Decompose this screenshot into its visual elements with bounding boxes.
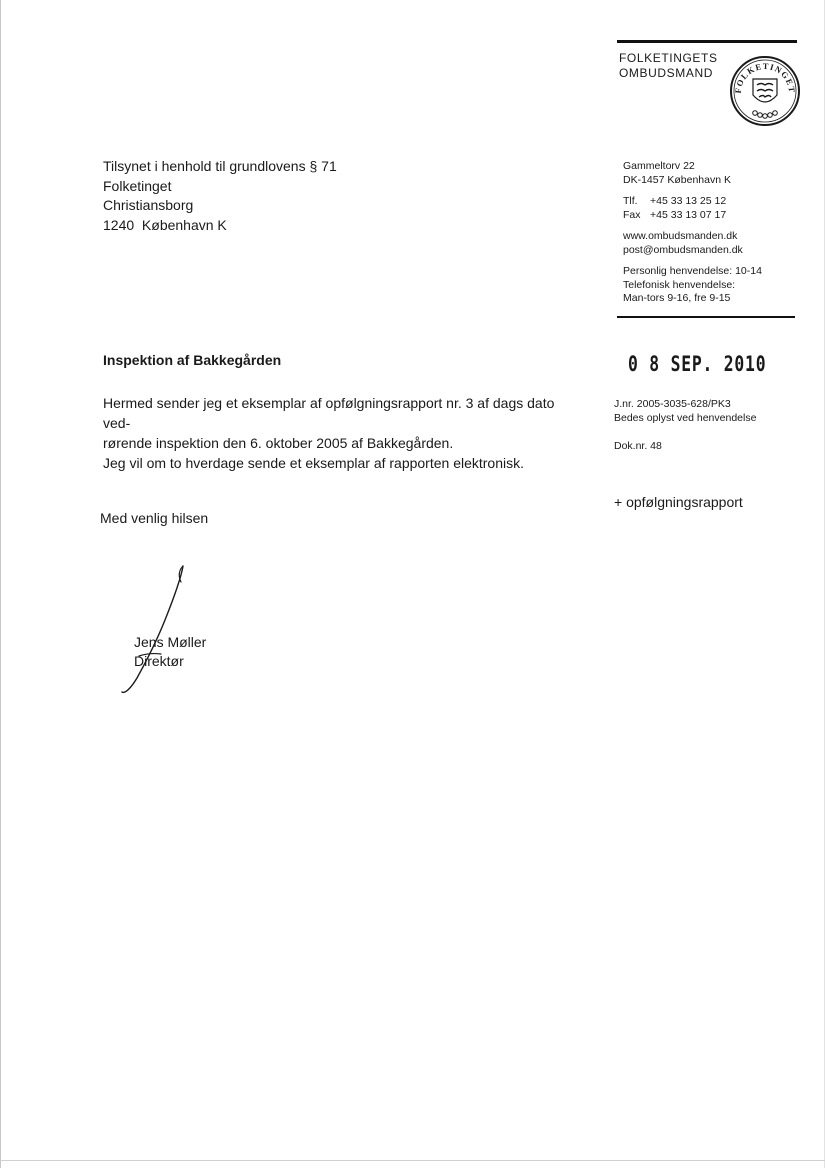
phone-number: +45 33 13 25 12 — [650, 195, 727, 207]
sender-fax-row — [623, 209, 762, 223]
page-left-edge — [0, 0, 1, 1168]
recipient-line1: Tilsynet i henhold til grundlovens § 71 — [103, 158, 337, 174]
signer-name: Jens Møller — [134, 634, 207, 650]
body-paragraph-2: Jeg vil om to hverdage sende et eksemplar af rapporten elektronisk. — [103, 455, 525, 471]
hours-personal: Personlig henvendelse: 10-14 — [623, 265, 762, 277]
document-number: Dok.nr. 48 — [614, 440, 662, 452]
date-stamp: 0 8 SEP. 2010 — [628, 352, 767, 376]
recipient-line3: Christiansborg — [103, 197, 194, 213]
reference-note: Bedes oplyst ved henvendelse — [614, 411, 757, 424]
signer-block — [134, 633, 206, 671]
fax-label: Fax — [623, 208, 641, 221]
recipient-line2: Folketinget — [103, 177, 172, 194]
contact-divider-rule — [617, 316, 795, 318]
recipient-address — [103, 157, 337, 235]
hours-phone: Man-tors 9-16, fre 9-15 — [623, 292, 731, 304]
letter-subject: Inspektion af Bakkegården — [103, 352, 282, 368]
sender-street: Gammeltorv 22 — [623, 160, 695, 172]
sender-phone-row — [623, 195, 762, 209]
paragraph1-line1: Hermed sender jeg et eksemplar af opfølgningsrapport nr. 3 af dags dato ved- — [103, 395, 555, 431]
sender-email: post@ombudsmanden.dk — [623, 243, 743, 256]
recipient-line4: 1240 København K — [103, 216, 227, 233]
paragraph1-line2: rørende inspektion den 6. oktober 2005 af Bakkegården. — [103, 435, 454, 451]
closing-greeting: Med venlig hilsen — [100, 510, 209, 526]
letterhead-org-name — [619, 51, 718, 81]
sender-postal: DK-1457 København K — [623, 173, 731, 186]
page-bottom-rule — [0, 1160, 825, 1161]
sender-website: www.ombudsmanden.dk — [623, 230, 738, 242]
svg-text:FOLKETINGET: FOLKETINGET — [732, 60, 798, 94]
folketinget-seal-icon — [729, 55, 801, 127]
handwritten-signature — [115, 560, 205, 700]
reference-block — [614, 398, 756, 425]
org-name-line2: OMBUDSMAND — [619, 66, 714, 80]
signer-title: Direktør — [134, 653, 184, 669]
sender-contact-block — [623, 160, 762, 306]
fax-number: +45 33 13 07 17 — [650, 208, 727, 221]
journal-number: J.nr. 2005-3035-628/PK3 — [614, 398, 731, 410]
org-name-line1: FOLKETINGETS — [619, 51, 718, 65]
phone-label: Tlf. — [623, 195, 638, 207]
letterhead-top-rule — [617, 40, 797, 43]
enclosure-note: + opfølgningsrapport — [614, 494, 743, 510]
body-paragraph-1 — [103, 393, 583, 453]
hours-phone-label: Telefonisk henvendelse: — [623, 278, 736, 291]
